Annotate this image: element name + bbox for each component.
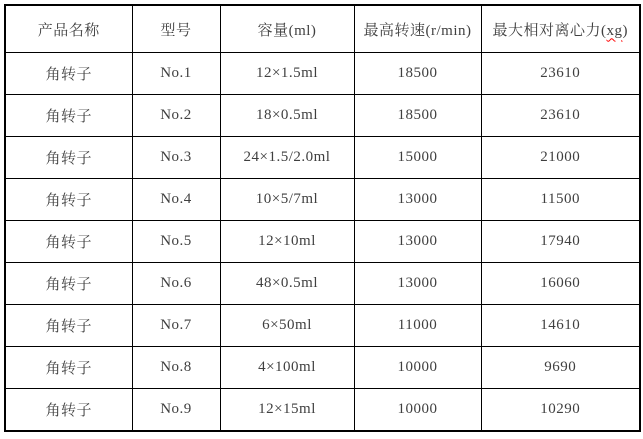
max-rcf-unit-misspelled: xg: [606, 22, 623, 39]
cell-max-rcf: 11500: [481, 178, 640, 220]
table-row-3: [5, 136, 640, 178]
table-row-2: [5, 94, 640, 136]
cell-model: No.1: [132, 53, 220, 95]
cell-max-rcf: 23610: [481, 53, 640, 95]
cell-max-speed: 18500: [354, 94, 481, 136]
cell-max-rcf: 16060: [481, 262, 640, 304]
column-header-max-speed: 最高转速(r/min): [354, 5, 481, 53]
cell-max-speed: 13000: [354, 262, 481, 304]
cell-max-speed: 15000: [354, 136, 481, 178]
cell-max-rcf: 14610: [481, 304, 640, 346]
cell-max-rcf: 10290: [481, 388, 640, 431]
cell-capacity: 6×50ml: [220, 304, 354, 346]
cell-product-name: 角转子: [5, 220, 132, 262]
cell-capacity: 12×10ml: [220, 220, 354, 262]
cell-max-rcf: 23610: [481, 94, 640, 136]
cell-product-name: 角转子: [5, 53, 132, 95]
cell-model: No.4: [132, 178, 220, 220]
cell-max-rcf: 9690: [481, 346, 640, 388]
cell-max-rcf: 21000: [481, 136, 640, 178]
cell-product-name: 角转子: [5, 94, 132, 136]
cell-max-speed: 13000: [354, 220, 481, 262]
cell-max-rcf: 17940: [481, 220, 640, 262]
max-rcf-label-suffix: ): [622, 22, 628, 39]
cell-product-name: 角转子: [5, 346, 132, 388]
cell-max-speed: 10000: [354, 388, 481, 431]
cell-max-speed: 10000: [354, 346, 481, 388]
cell-capacity: 24×1.5/2.0ml: [220, 136, 354, 178]
cell-product-name: 角转子: [5, 178, 132, 220]
column-header-model: 型号: [132, 5, 220, 53]
cell-product-name: 角转子: [5, 136, 132, 178]
cell-product-name: 角转子: [5, 262, 132, 304]
table-row-7: [5, 304, 640, 346]
column-header-capacity: 容量(ml): [220, 5, 354, 53]
cell-model: No.6: [132, 262, 220, 304]
cell-capacity: 48×0.5ml: [220, 262, 354, 304]
cell-capacity: 12×15ml: [220, 388, 354, 431]
cell-capacity: 4×100ml: [220, 346, 354, 388]
table-row-1: [5, 53, 640, 95]
cell-model: No.3: [132, 136, 220, 178]
cell-max-speed: 18500: [354, 53, 481, 95]
cell-model: No.8: [132, 346, 220, 388]
cell-model: No.5: [132, 220, 220, 262]
cell-capacity: 18×0.5ml: [220, 94, 354, 136]
max-rcf-label-prefix: 最大相对离心力(: [492, 22, 607, 39]
cell-model: No.9: [132, 388, 220, 431]
column-header-max-rcf: [481, 5, 640, 53]
cell-capacity: 10×5/7ml: [220, 178, 354, 220]
cell-max-speed: 13000: [354, 178, 481, 220]
cell-model: No.2: [132, 94, 220, 136]
table-row-5: [5, 220, 640, 262]
table-row-6: [5, 262, 640, 304]
cell-product-name: 角转子: [5, 304, 132, 346]
cell-capacity: 12×1.5ml: [220, 53, 354, 95]
cell-product-name: 角转子: [5, 388, 132, 431]
cell-model: No.7: [132, 304, 220, 346]
table-row-8: [5, 346, 640, 388]
centrifuge-rotor-spec-table: [4, 4, 641, 432]
column-header-product-name: 产品名称: [5, 5, 132, 53]
table-row-9: [5, 388, 640, 431]
table-row-4: [5, 178, 640, 220]
header-row: [5, 5, 640, 53]
cell-max-speed: 11000: [354, 304, 481, 346]
